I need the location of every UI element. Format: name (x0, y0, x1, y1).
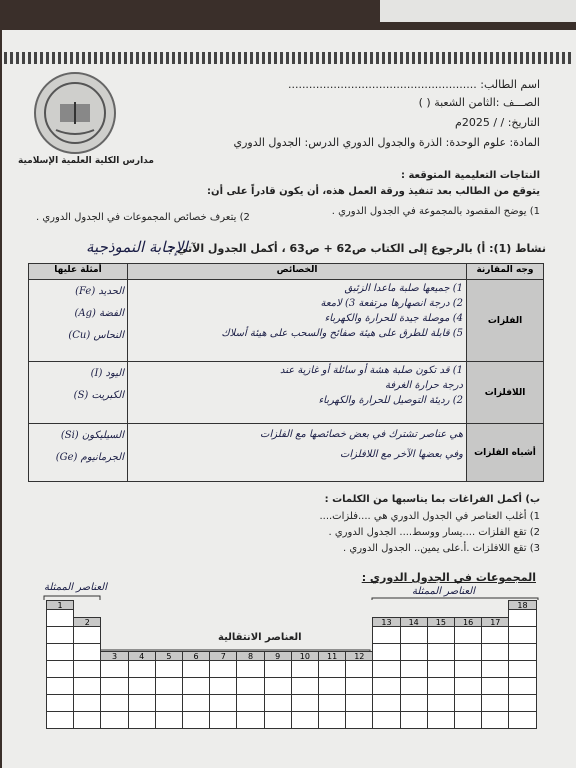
table-cell (372, 711, 400, 729)
table-cell (427, 677, 455, 695)
table-cell (182, 711, 210, 729)
table-cell (400, 677, 428, 695)
table-cell (318, 660, 346, 678)
table-cell (508, 643, 536, 661)
table-cell (73, 711, 101, 729)
table-cell (481, 711, 509, 729)
table-cell (481, 677, 509, 695)
table-cell (427, 643, 455, 661)
table-cell (73, 626, 101, 644)
representative-right-label: العناصر الممثلة (412, 586, 475, 597)
handwritten-line: 2) رديئة التوصيل للحرارة والكهرباء (318, 395, 463, 406)
fill-blank-item[interactable]: 2) تقع الفلزات ....يسار ووسط.... الجدول الدوري . (328, 527, 540, 538)
table-cell (345, 694, 373, 712)
header-comparison: وجه المقارنة (467, 264, 544, 280)
handwritten-example: الفضة (Ag) (74, 308, 124, 319)
handwritten-line: 4) موصلة جيدة للحرارة والكهرباء (324, 313, 463, 324)
handwritten-example: السيليكون (Si) (60, 430, 124, 441)
table-cell (128, 694, 156, 712)
table-cell (209, 711, 237, 729)
representative-left-label: العناصر الممثلة (44, 582, 107, 593)
table-cell (236, 711, 264, 729)
row-label-metalloids: أشباه الفلزات (467, 424, 544, 482)
handwritten-example: الحديد (Fe) (75, 286, 124, 297)
table-cell (508, 711, 536, 729)
group-number: 11 (318, 651, 346, 661)
table-cell (182, 677, 210, 695)
table-cell (481, 660, 509, 678)
header-properties: الخصائص (128, 264, 467, 280)
table-cell (318, 711, 346, 729)
table-cell (264, 711, 292, 729)
handwritten-line: 2) درجة انصهارها مرتفعة 3) لامعة (320, 298, 463, 309)
outcomes-title: النتاجات التعليمية المتوقعة : (401, 170, 540, 181)
table-cell (372, 660, 400, 678)
table-cell (372, 643, 400, 661)
table-cell (454, 694, 482, 712)
group-number: 7 (209, 651, 237, 661)
table-cell (155, 677, 183, 695)
table-cell (128, 677, 156, 695)
handwritten-example: الكبريت (S) (73, 390, 124, 401)
handwritten-line: 5) قابلة للطرق على هيئة صفائح والسحب على هيئة أسلاك (221, 328, 463, 339)
group-number: 10 (291, 651, 319, 661)
table-cell (508, 677, 536, 695)
group-number: 14 (400, 617, 428, 627)
table-cell (427, 694, 455, 712)
table-cell (427, 711, 455, 729)
transition-label: العناصر الانتقالية (218, 632, 302, 643)
table-cell (427, 626, 455, 644)
table-cell (427, 660, 455, 678)
table-cell (454, 660, 482, 678)
table-cell (291, 677, 319, 695)
table-cell (400, 626, 428, 644)
group-number: 1 (46, 600, 74, 610)
outcome-item-1: 1) يوضح المقصود بالمجموعة في الجدول الدوري . (331, 206, 540, 217)
table-cell (209, 694, 237, 712)
table-cell (209, 677, 237, 695)
table-cell (182, 660, 210, 678)
table-cell (318, 694, 346, 712)
handwritten-line: 1) قد تكون صلبة هشة أو سائلة أو غازية عند (279, 365, 463, 376)
table-cell (291, 694, 319, 712)
handwritten-line: هي عناصر تشترك في بعض خصائصها مع الفلزات (260, 429, 463, 440)
table-cell (100, 677, 128, 695)
subject-line: المادة: علوم الوحدة: الذرة والجدول الدوري الدرس: الجدول الدوري (233, 136, 540, 149)
table-cell (182, 694, 210, 712)
fill-blank-item[interactable]: 3) تقع اللافلزات .أ.على يمين.. الجدول الدوري . (343, 543, 540, 554)
table-cell (236, 677, 264, 695)
table-cell (46, 694, 74, 712)
table-cell (508, 694, 536, 712)
table-cell (345, 677, 373, 695)
table-cell (345, 711, 373, 729)
table-cell (481, 694, 509, 712)
table-cell (236, 660, 264, 678)
handwritten-line: درجة حرارة الغرفة (384, 380, 463, 391)
table-cell (481, 626, 509, 644)
school-name: مدارس الكلية العلمية الإسلامية (18, 156, 154, 166)
table-cell (264, 677, 292, 695)
table-cell (372, 677, 400, 695)
table-cell (454, 711, 482, 729)
group-number: 12 (345, 651, 373, 661)
group-number: 15 (427, 617, 455, 627)
table-cell (100, 660, 128, 678)
model-answer-heading: الإجابة النموذجية (86, 238, 188, 256)
class-field[interactable]: الصـــف :الثامن الشعبة ( ) (418, 96, 540, 109)
row-label-metals: الفلزات (467, 280, 544, 362)
table-cell (481, 643, 509, 661)
table-cell (46, 609, 74, 627)
group-number: 3 (100, 651, 128, 661)
table-cell (454, 643, 482, 661)
table-cell (209, 660, 237, 678)
table-cell (73, 660, 101, 678)
group-number: 5 (155, 651, 183, 661)
group-number: 18 (508, 600, 536, 610)
table-cell (372, 626, 400, 644)
table-cell (155, 711, 183, 729)
table-cell (400, 660, 428, 678)
table-cell (46, 626, 74, 644)
table-cell (100, 711, 128, 729)
outcome-item-2: 2) يتعرف خصائص المجموعات في الجدول الدوري . (36, 212, 250, 223)
table-cell (264, 660, 292, 678)
group-number: 6 (182, 651, 210, 661)
group-number: 13 (372, 617, 400, 627)
table-cell (46, 660, 74, 678)
table-cell (236, 694, 264, 712)
table-cell (508, 609, 536, 627)
table-cell (345, 660, 373, 678)
table-cell (46, 643, 74, 661)
student-name-field[interactable]: اسم الطالب: ...................................................... (287, 78, 540, 91)
handwritten-line: وفي بعضها الآخر مع اللافلزات (339, 449, 463, 460)
table-cell (73, 694, 101, 712)
table-cell (291, 711, 319, 729)
group-number: 4 (128, 651, 156, 661)
table-cell (400, 711, 428, 729)
handwritten-line: 1) جميعها صلبة ماعدا الزئبق (344, 283, 463, 294)
table-cell (508, 626, 536, 644)
groups-title: المجموعات في الجدول الدوري : (361, 571, 536, 584)
activity1-title: نشاط (1): أ) بالرجوع إلى الكتاب ص62 + ص63 ، أكمل الجدول الآتي : (168, 242, 546, 255)
table-cell (400, 643, 428, 661)
handwritten-example: النحاس (Cu) (68, 330, 124, 341)
table-cell (400, 694, 428, 712)
date-field[interactable]: التاريخ: / / 2025م (455, 116, 540, 129)
row-label-nonmetals: اللافلزات (467, 362, 544, 424)
table-cell (100, 694, 128, 712)
table-cell (128, 660, 156, 678)
fill-blanks-title: ب) أكمل الفراغات بما يناسبها من الكلمات : (324, 494, 540, 505)
table-cell (155, 694, 183, 712)
group-number: 2 (73, 617, 101, 627)
group-number: 16 (454, 617, 482, 627)
table-cell (454, 677, 482, 695)
table-cell (155, 660, 183, 678)
header-examples: أمثلة عليها (29, 264, 128, 280)
outcomes-intro: يتوقع من الطالب بعد تنفيذ ورقة العمل هذه، أن يكون قادراً على أن: (207, 186, 540, 197)
handwritten-example: اليود (I) (90, 368, 124, 379)
table-cell (73, 677, 101, 695)
group-number: 8 (236, 651, 264, 661)
table-cell (73, 643, 101, 661)
table-cell (508, 660, 536, 678)
table-cell (291, 660, 319, 678)
table-cell (454, 626, 482, 644)
table-cell (46, 677, 74, 695)
table-cell (372, 694, 400, 712)
handwritten-example: الجرمانيوم (Ge) (55, 452, 124, 463)
table-cell (318, 677, 346, 695)
table-cell (128, 711, 156, 729)
table-cell (264, 694, 292, 712)
table-cell (46, 711, 74, 729)
group-number: 9 (264, 651, 292, 661)
group-number: 17 (481, 617, 509, 627)
fill-blank-item[interactable]: 1) أغلب العناصر في الجدول الدوري هي ....فلزات.... (319, 511, 540, 522)
